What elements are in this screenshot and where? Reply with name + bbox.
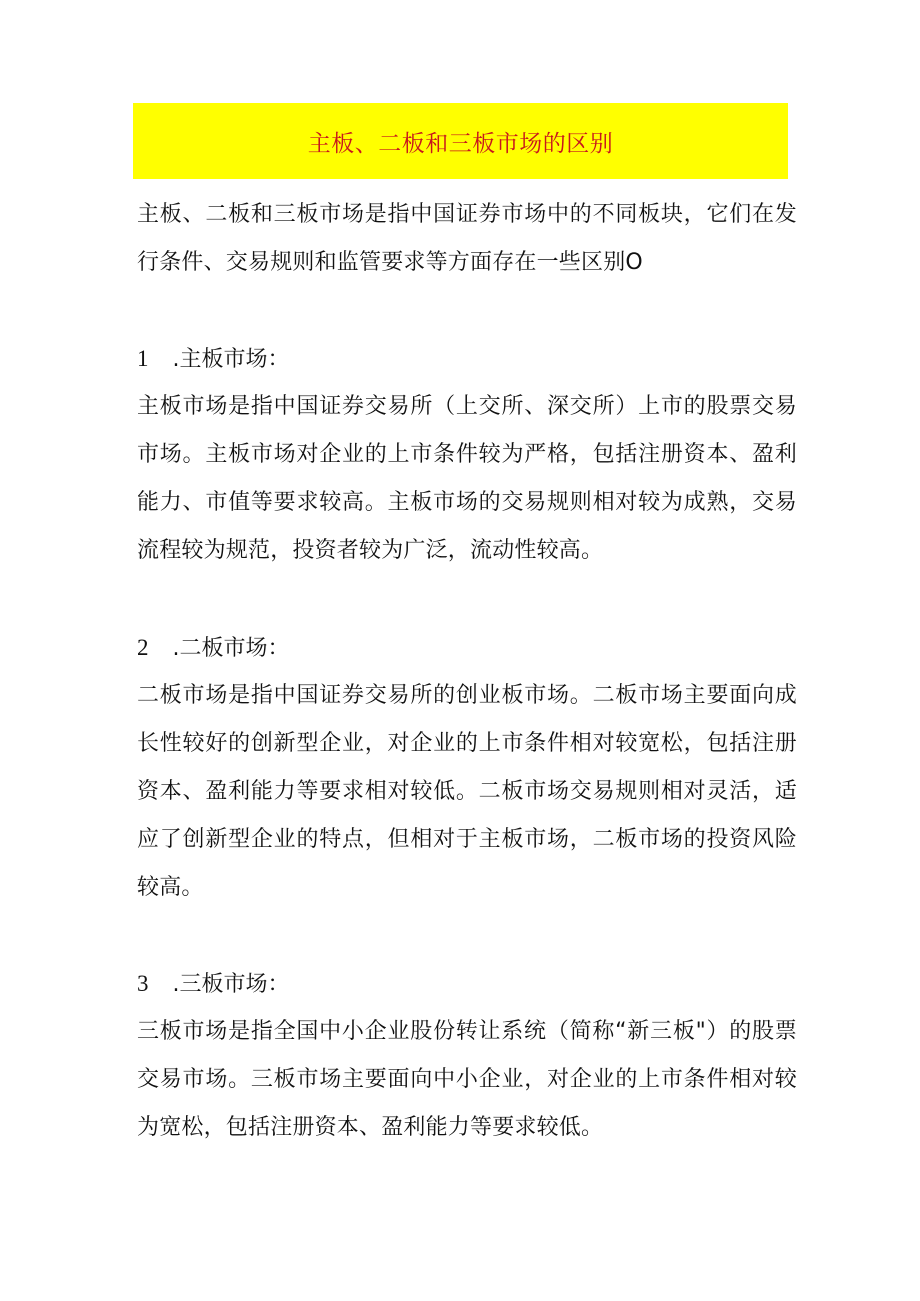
section-number: 2 [137, 635, 149, 660]
section-number: 1 [137, 346, 149, 371]
section-heading-text: .三板市场： [172, 972, 290, 997]
section-heading-text: .主板市场： [172, 347, 290, 372]
section-heading-third-board [137, 960, 290, 1009]
section-body-main-board: 主板市场是指中国证券交易所（上交所、深交所）上市的股票交易市场。主板市场对企业的上市条件较为严格，包括注册资本、盈利能力、市值等要求较高。主板市场的交易规则相对较为成熟，交易流程较为规范，投资者较为广泛，流动性较高。 [137, 394, 797, 563]
document-title: 主板、二板和三板市场的区别 [307, 130, 614, 157]
title-banner [133, 103, 788, 179]
section-heading-main-board [137, 335, 290, 384]
section-heading-second-board [137, 624, 290, 673]
section-heading-text: .二板市场： [172, 636, 290, 661]
section-number: 3 [137, 971, 149, 996]
section-body-third-board: 三板市场是指全国中小企业股份转让系统（简称“新三板"）的股票交易市场。三板市场主要面向中小企业，对企业的上市条件相对较为宽松，包括注册资本、盈利能力等要求较低。 [137, 1019, 797, 1140]
section-body-second-board: 二板市场是指中国证券交易所的创业板市场。二板市场主要面向成长性较好的创新型企业，对企业的上市条件相对较宽松，包括注册资本、盈利能力等要求相对较低。二板市场交易规则相对灵活，适应了创新型企业的特点，但相对于主板市场，二板市场的投资风险较高。 [137, 683, 797, 900]
intro-paragraph: 主板、二板和三板市场是指中国证券市场中的不同板块，它们在发行条件、交易规则和监管要求等方面存在一些区别O [137, 202, 797, 275]
